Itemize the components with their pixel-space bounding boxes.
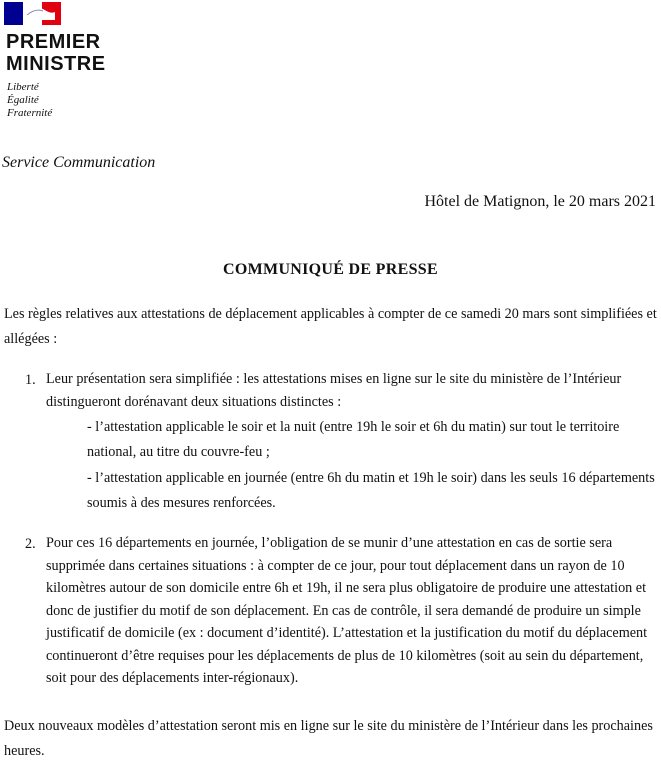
list-item [25, 368, 655, 515]
marianne-flag-icon [4, 2, 61, 25]
place-date: Hôtel de Matignon, le 20 mars 2021 [424, 193, 656, 210]
institution-line2: MINISTRE [6, 53, 106, 75]
motto [7, 81, 52, 120]
service-name: Service Communication [2, 154, 156, 171]
list-item-text: Leur présentation sera simplifiée : les attestations mises en ligne sur le site du ministère de l’Intérieur distingueront dorénavant deux situations distinctes : [46, 371, 622, 410]
sub-item: - l’attestation applicable le soir et la nuit (entre 19h le soir et 6h du matin) sur tout le territoire national, au titre du couvre-feu ; [87, 419, 620, 460]
sub-item: - l’attestation applicable en journée (entre 6h du matin et 19h le soir) dans les seuls 16 départements soumis à des mesures renforcées. [87, 470, 655, 511]
list-item-text: Pour ces 16 départements en journée, l’obligation de se munir d’une attestation en cas de sortie sera supprimée dans certaines situations : à compter de ce jour, pour tout déplacement dans un rayon de 10 kilomètres autour de son domicile entre 6h et 19h, il ne sera plus obligatoire de produire une attestation et donc de justifier du motif de son déplacement. En cas de contrôle, il sera demandé de produire un simple justificatif de domicile (ex : document d’identité). L’attestation et la justification du motif du déplacement continueront d’être requises pour les déplacements de plus de 10 kilomètres (soit au sein du département, soit pour des déplacements inter-régionaux). [46, 535, 648, 686]
intro-paragraph: Les règles relatives aux attestations de déplacement applicables à compter de ce samedi 20 mars sont simplifiées et allégées : [4, 306, 657, 347]
list-item [25, 532, 655, 690]
institution-name [6, 31, 106, 75]
closing-paragraph: Deux nouveaux modèles d’attestation seront mis en ligne sur le site du ministère de l’Intérieur dans les prochaines heures. [4, 718, 653, 759]
marianne-profile-icon [25, 6, 55, 20]
list-number: 2. [25, 536, 36, 552]
institution-line1: PREMIER [6, 31, 101, 53]
document-title: COMMUNIQUÉ DE PRESSE [223, 261, 438, 278]
motto-liberte: Liberté [7, 81, 39, 93]
motto-fraternite: Fraternité [7, 107, 53, 119]
list-number: 1. [25, 372, 36, 388]
motto-egalite: Égalité [7, 94, 39, 106]
